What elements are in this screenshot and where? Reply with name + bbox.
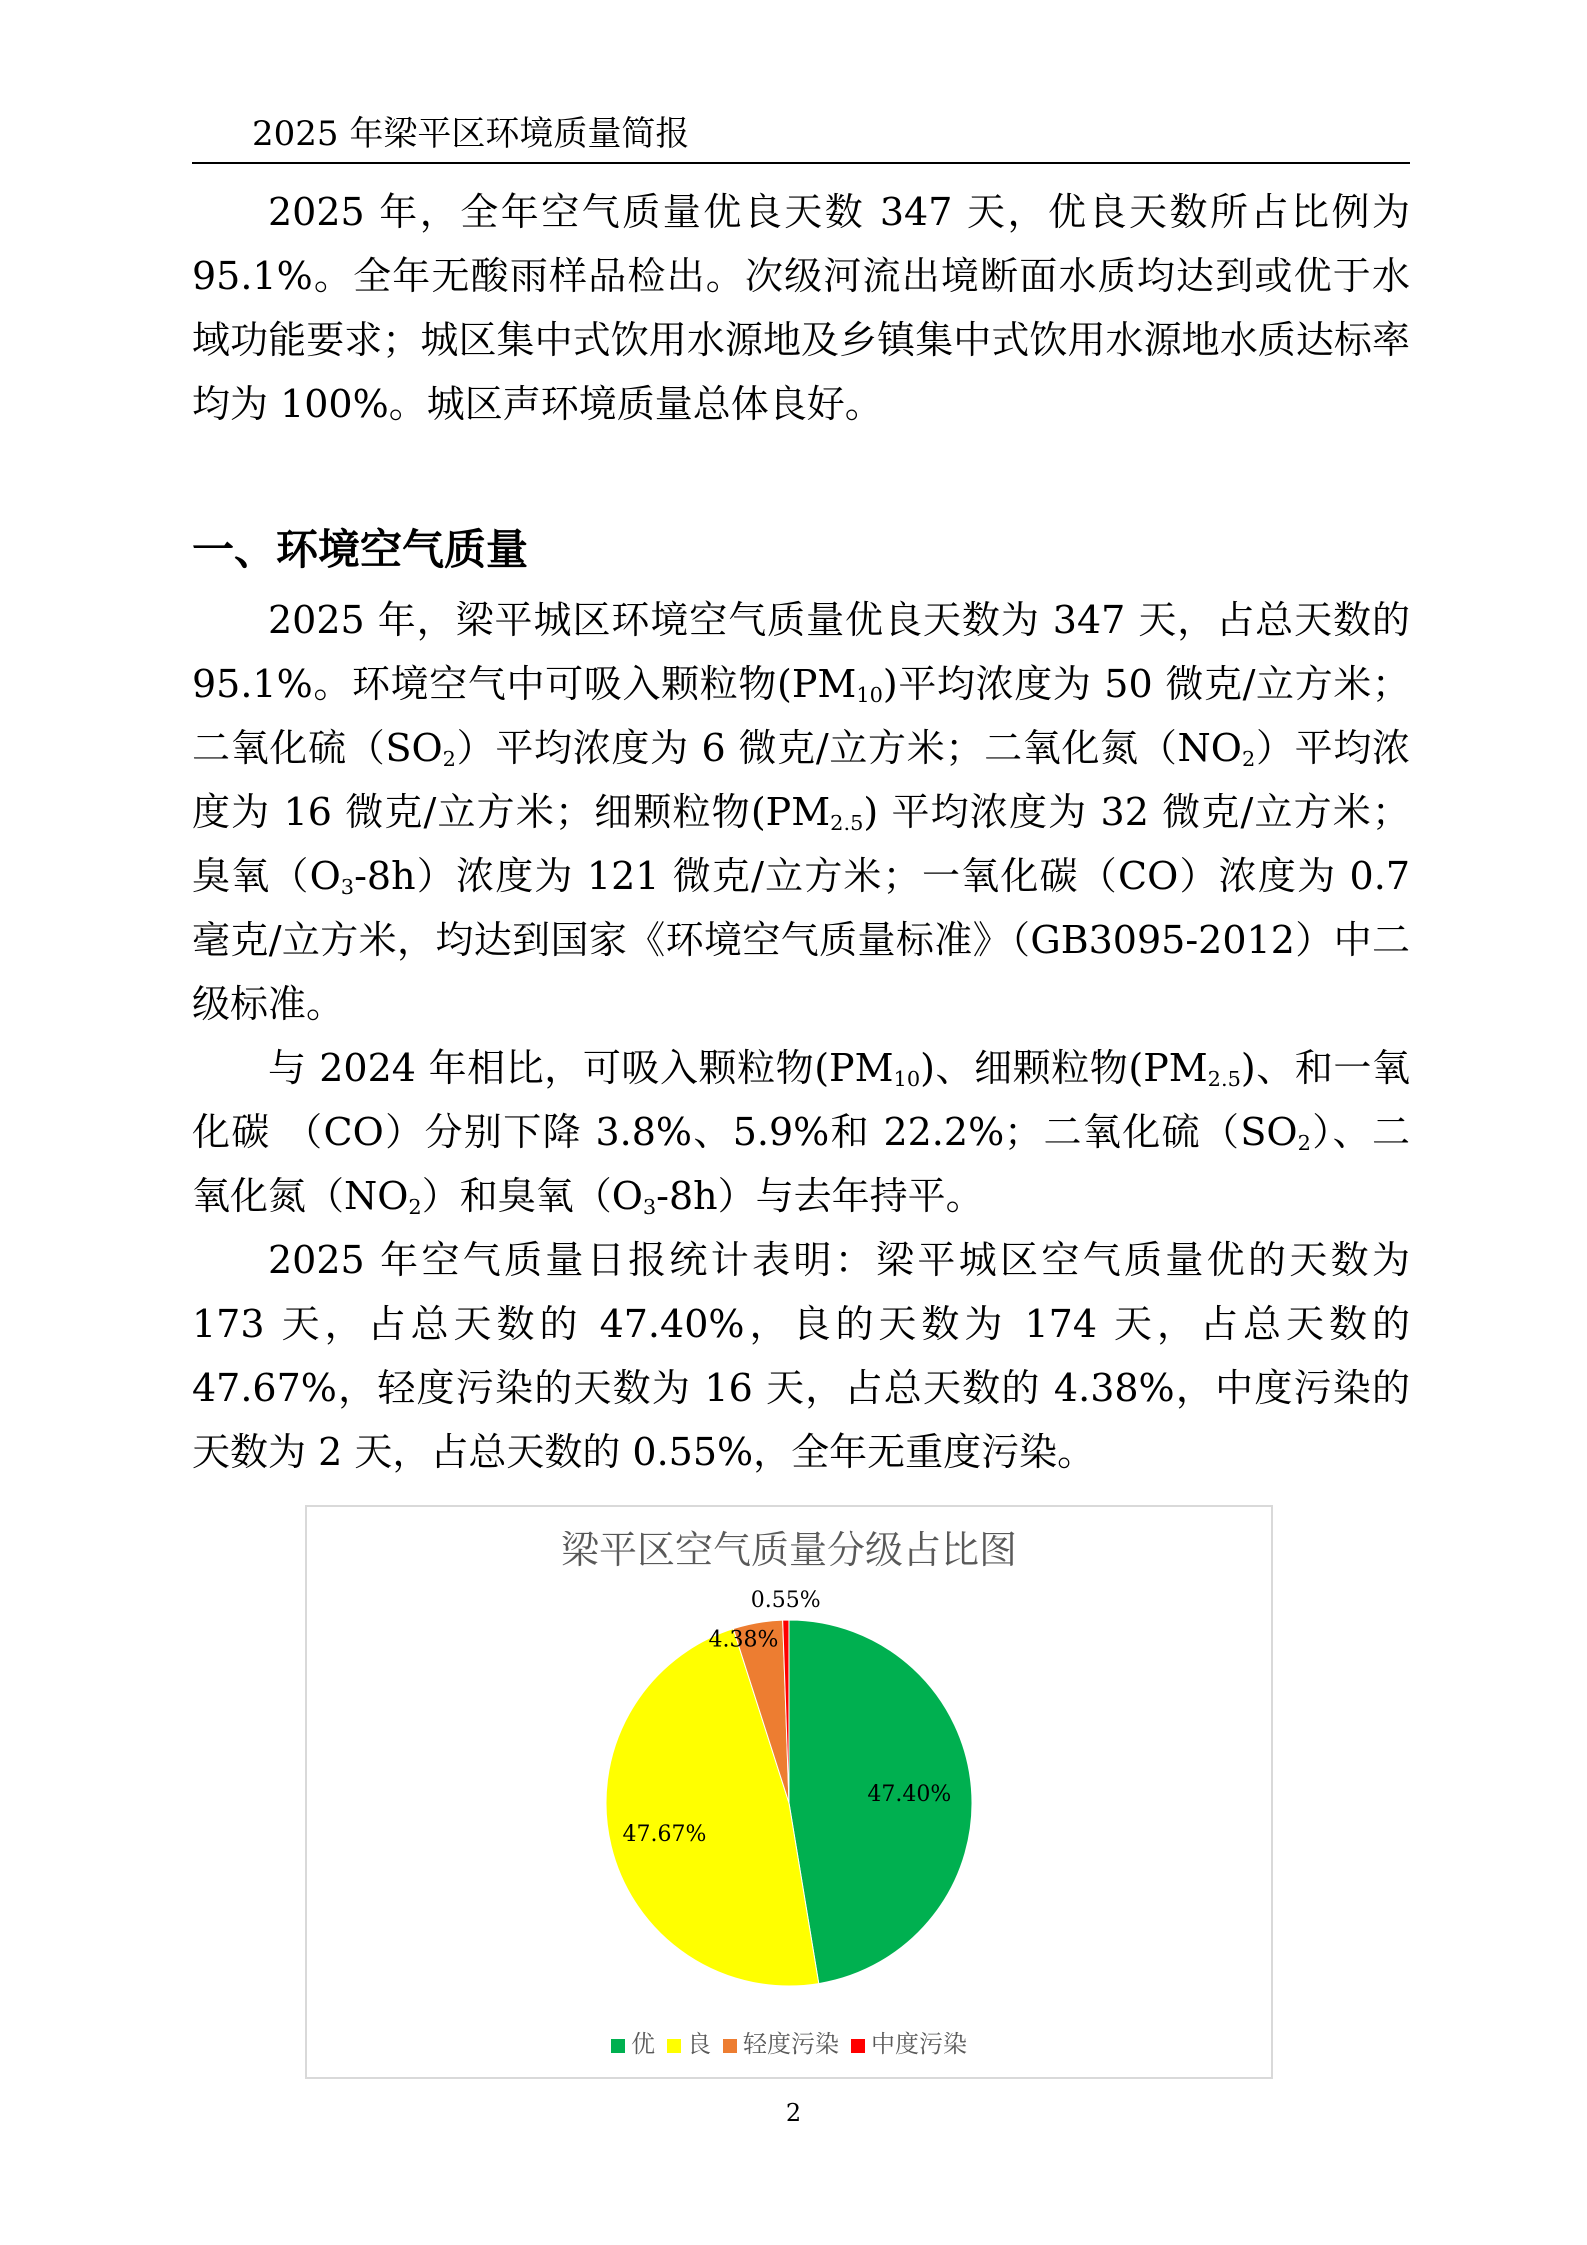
air-quality-body	[192, 588, 1410, 1484]
legend-label: 中度污染	[871, 2030, 967, 2058]
legend-label: 优	[631, 2030, 655, 2058]
pie-chart	[307, 1507, 1271, 2077]
pie-data-label-4: 0.55%	[750, 1588, 821, 1614]
pie-data-label-1: 47.40%	[867, 1782, 952, 1808]
legend-swatch	[667, 2039, 681, 2053]
intro-section	[192, 180, 1410, 436]
chart-legend	[307, 2029, 1271, 2059]
page-number: 2	[785, 2099, 802, 2127]
legend-label: 良	[687, 2030, 711, 2058]
air-quality-paragraph-2: 与 2024 年相比，可吸入颗粒物$(PM_{10})$、细颗粒物$(PM_{2.5})$、和一氧化碳 （CO）分别下降 3.8%、5.9%和 22.2%；二氧化硫$(SO_2)$、二氧化氮$(NO_2)$和臭氧$(O_3-8h)$与去年持平。	[192, 1046, 1410, 1220]
air-quality-paragraph-1: 2025 年，梁平城区环境空气质量优良天数为 347 天，占总天数的 95.1%。环境空气中可吸入颗粒物$(PM_{10})$平均浓度为 50 微克/立方米；二氧化硫$(SO_2)$平均浓度为 6 微克/立方米；二氧化氮$(NO_2)$平均浓度为 16 微克/立方米；细颗粒物$(PM_{2.5})$ 平均浓度为 32 微克/立方米；臭氧$(O_3-8h)$浓度为 121 微克/立方米；一氧化碳（CO）浓度为 0.7 毫克/立方米，均达到国家《环境空气质量标准》（GB3095-2012）中二级标准。	[192, 598, 1411, 1026]
pie-data-label-2: 47.67%	[622, 1822, 707, 1848]
air-quality-paragraph-3: 2025 年空气质量日报统计表明：梁平城区空气质量优的天数为 173 天，占总天数的 47.40%，良的天数为 174 天，占总天数的 47.67%，轻度污染的天数为 16 天，占总天数的 4.38%，中度污染的天数为 2 天，占总天数的 0.55%，全年无重度污染。	[192, 1238, 1410, 1474]
chart-title: 梁平区空气质量分级占比图	[560, 1528, 1017, 1572]
legend-label: 轻度污染	[743, 2030, 839, 2058]
legend-item-2	[667, 2029, 711, 2059]
header-rule	[192, 162, 1410, 164]
legend-item-3	[723, 2029, 839, 2059]
running-header: 2025 年梁平区环境质量简报	[252, 114, 690, 154]
section-heading-air-quality: 一、环境空气质量	[192, 525, 529, 574]
legend-item-4	[851, 2029, 967, 2059]
intro-paragraph: 2025 年，全年空气质量优良天数 347 天，优良天数所占比例为 95.1%。全年无酸雨样品检出。次级河流出境断面水质均达到或优于水域功能要求；城区集中式饮用水源地及乡镇集中式饮用水源地水质达标率均为 100%。城区声环境质量总体良好。	[192, 190, 1410, 426]
legend-swatch	[723, 2039, 737, 2053]
pie-data-label-3: 4.38%	[708, 1627, 779, 1653]
legend-swatch	[611, 2039, 625, 2053]
legend-swatch	[851, 2039, 865, 2053]
pie-chart-container	[305, 1505, 1273, 2079]
legend-item-1	[611, 2029, 655, 2059]
